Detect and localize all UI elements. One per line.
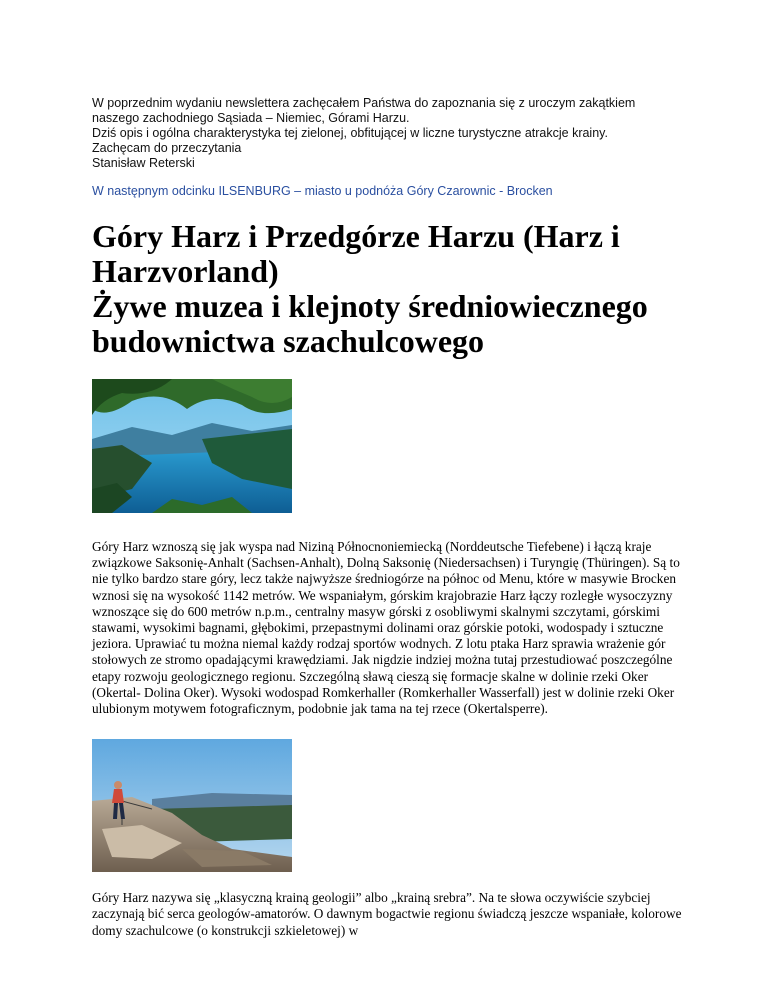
intro-block	[92, 96, 682, 171]
subtitle-line: budownictwa szachulcowego	[92, 323, 485, 359]
paragraph: Góry Harz wznoszą się jak wyspa nad Niziną Północnoniemiecką (Norddeutsche Tiefebene) i łączą kraje związkowe Saksonię-Anhalt (Sachsen-Anhalt), Dolną Saksonię (Niedersachsen) i Turyngię (Thüringen). Są to nie tylko bardzo stare góry, lecz także najwyższe średniogórze na północ od Menu, które w masywie Brocken wznosi się na wysokość 1142 metrów. We wspaniałym, górskim krajobrazie Harz łączy rozległe wysoczyzny wznoszące się do 600 metrów n.p.m., centralny masyw górski z osobliwymi skalnymi szczytami, górskimi stawami, wysokimi bagnami, głębokimi, przepastnymi dolinami oraz górskie potoki, wodospady i sztuczne jeziora. Uprawiać tu można niemal każdy rodzaj sportów wodnych. Z lotu ptaka Harz sprawia wrażenie gór stołowych ze stromo opadającymi krawędziami. Jak nigdzie indziej można tutaj przestudiować poszczególne etapy rozwoju geologicznego regionu. Szczególną sławą cieszą się formacje skalne w dolinie rzeki Oker (Okertal- Dolina Oker). Wysoki wodospad Romkerhaller (Romkerhaller Wasserfall) jest w dolinie rzeki Oker ulubionym motywem fotograficznym, podobnie jak tama na tej rzece (Okertalsperre).	[92, 539, 680, 717]
subtitle-line: Żywe muzea i klejnoty średniowiecznego	[92, 288, 648, 324]
intro-line: W poprzednim wydaniu newslettera zachęcałem Państwa do zapoznania się z uroczym zakątkiem	[92, 96, 636, 110]
article-title	[92, 219, 682, 359]
next-episode-note: W następnym odcinku ILSENBURG – miasto u podnóża Góry Czarownic - Brocken	[92, 184, 553, 198]
intro-line: Zachęcam do przeczytania	[92, 141, 242, 155]
title-line: Harzvorland)	[92, 253, 279, 289]
title-line: Góry Harz i Przedgórze Harzu (Harz i	[92, 218, 620, 254]
lake-photo	[92, 379, 292, 513]
paragraph: Góry Harz nazywa się „klasyczną krainą geologii” albo „krainą srebra”. Na te słowa oczywiście szybciej zaczynają bić serca geologów-amatorów. O dawnym bogactwie regionu świadczą jeszcze wspaniałe, kolorowe domy szachulcowe (o konstrukcji szkieletowej) w	[92, 890, 682, 938]
document-page	[92, 96, 682, 939]
intro-line: Dziś opis i ogólna charakterystyka tej zielonej, obfitującej w liczne turystyczne atrakcje krainy.	[92, 126, 608, 140]
signature: Stanisław Reterski	[92, 156, 195, 170]
intro-line: naszego zachodniego Sąsiada – Niemiec, Górami Harzu.	[92, 111, 410, 125]
hiker-on-rocks-photo	[92, 739, 292, 872]
